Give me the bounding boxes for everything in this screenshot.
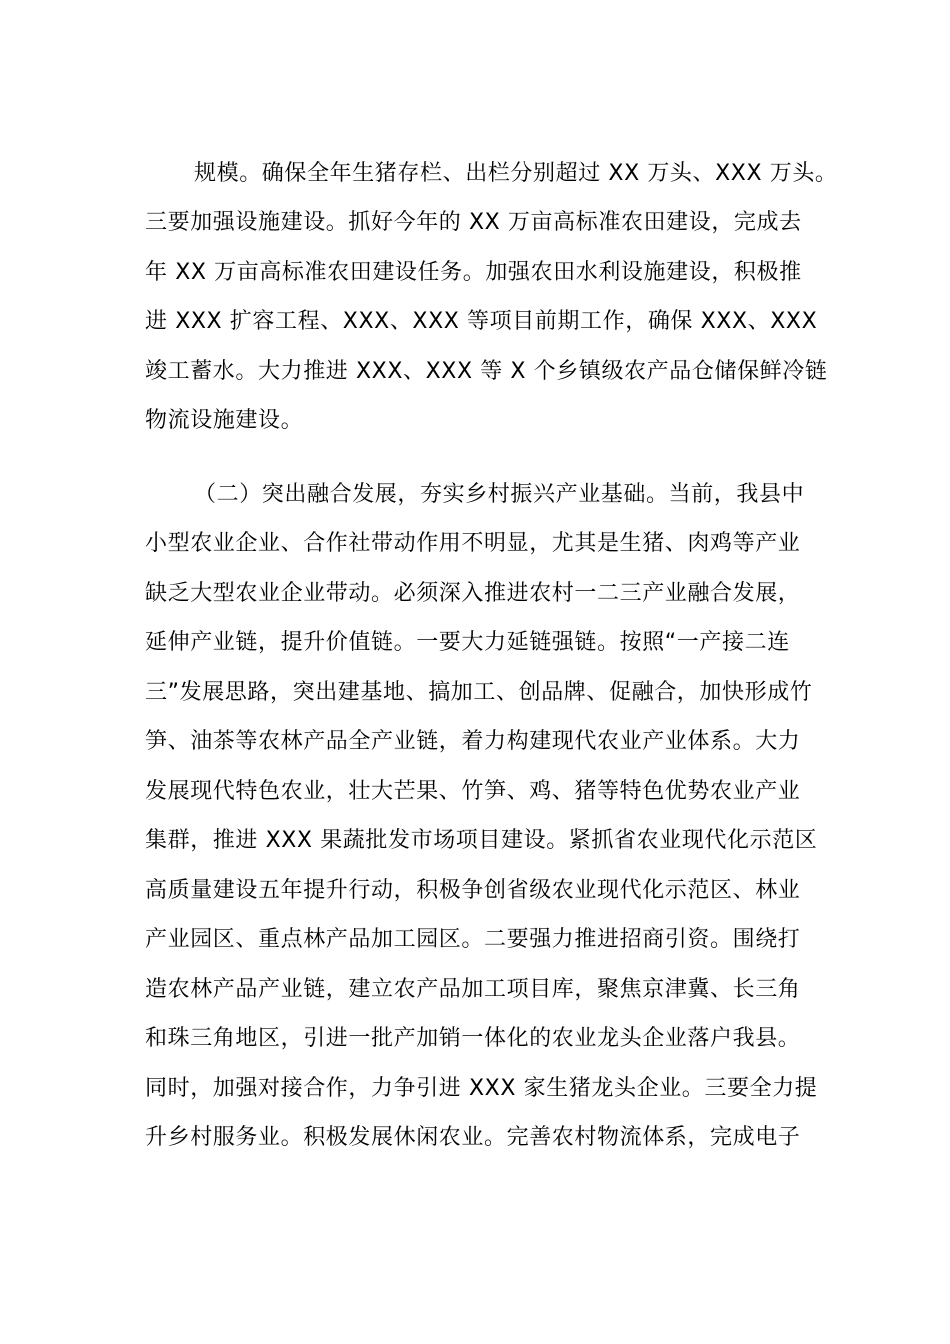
text-line: 年 XX 万亩高标准农田建设任务。加强农田水利设施建设，积极推 — [145, 260, 802, 285]
text-line: 竣工蓄水。大力推进 XXX、XXX 等 X 个乡镇级农产品仓储保鲜冷链 — [145, 359, 828, 384]
text-line: 缺乏大型农业企业带动。必须深入推进农村一二三产业融合发展， — [145, 581, 801, 606]
text-line: 升乡村服务业。积极发展休闲农业。完善农村物流体系，完成电子 — [145, 1125, 801, 1150]
text-line: 规模。确保全年生猪存栏、出栏分别超过 XX 万头、XXX 万头。 — [194, 161, 838, 186]
text-line: 三”发展思路，突出建基地、搞加工、创品牌、促融合，加快形成竹 — [145, 680, 813, 705]
text-line: 延伸产业链，提升价值链。一要大力延链强链。按照“一产接二连 — [145, 630, 790, 655]
text-line: 进 XXX 扩容工程、XXX、XXX 等项目前期工作，确保 XXX、XXX — [145, 309, 818, 334]
text-line: 发展现代特色农业，壮大芒果、竹笋、鸡、猪等特色优势农业产业 — [145, 779, 801, 804]
text-line: 高质量建设五年提升行动，积极争创省级农业现代化示范区、林业 — [145, 878, 801, 903]
text-line: 小型农业企业、合作社带动作用不明显，尤其是生猪、肉鸡等产业 — [145, 531, 801, 556]
text-line: 物流设施建设。 — [145, 408, 304, 433]
text-line: 三要加强设施建设。抓好今年的 XX 万亩高标准农田建设，完成去 — [145, 210, 802, 235]
text-line: 同时，加强对接合作，力争引进 XXX 家生猪龙头企业。三要全力提 — [145, 1076, 818, 1101]
text-line: 产业园区、重点林产品加工园区。二要强力推进招商引资。围绕打 — [145, 927, 801, 952]
text-line: 和珠三角地区，引进一批产加销一体化的农业龙头企业落户我县。 — [145, 1026, 801, 1051]
text-line: 集群，推进 XXX 果蔬批发市场项目建设。紧抓省农业现代化示范区 — [145, 828, 818, 853]
text-line: 造农林产品产业链，建立农产品加工项目库，聚焦京津冀、长三角 — [145, 977, 801, 1002]
text-line: （二）突出融合发展，夯实乡村振兴产业基础。当前，我县中 — [194, 482, 805, 507]
text-line: 笋、油茶等农林产品全产业链，着力构建现代农业产业体系。大力 — [145, 729, 801, 754]
